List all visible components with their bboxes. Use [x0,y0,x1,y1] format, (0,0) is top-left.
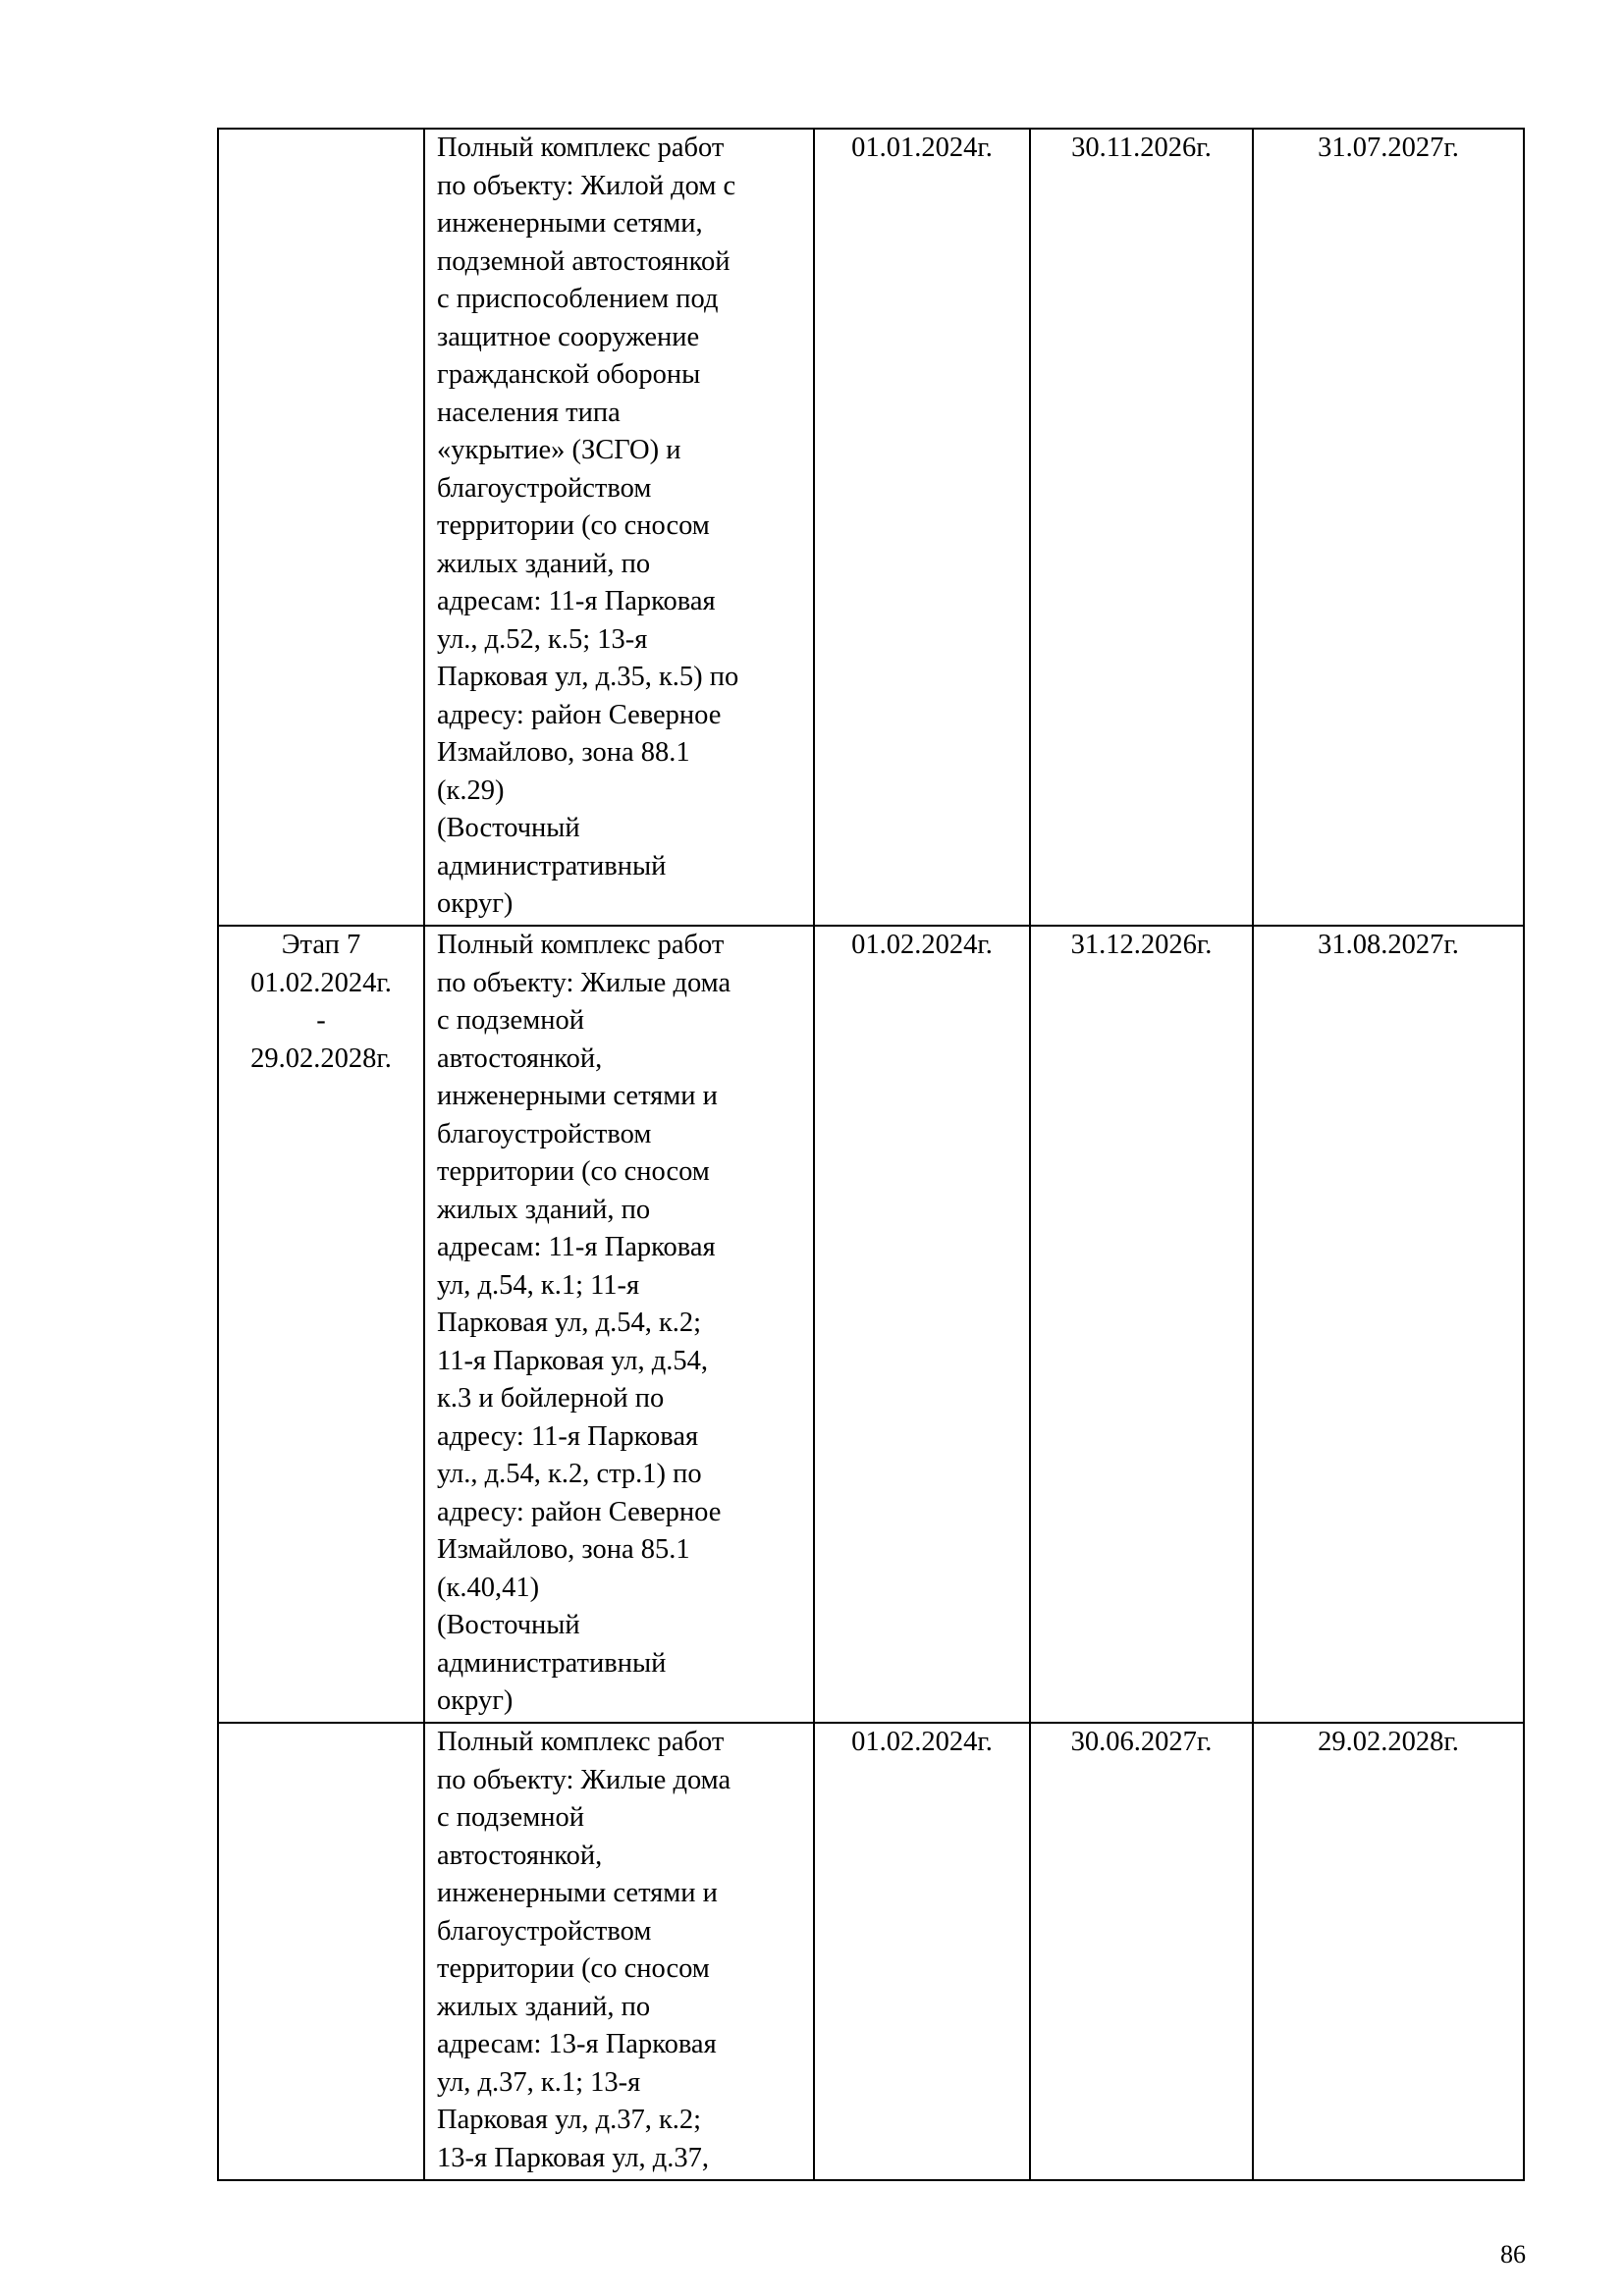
page-number: 86 [1500,2240,1526,2269]
start-date-cell: 01.02.2024г. [814,926,1030,1723]
description-cell: Полный комплекс работ по объекту: Жилые дома с подземной автостоянкой, инженерными сетями и благоустройством территории (со сносом жилых зданий, по адресам: 11-я Парковая ул, д.54, к.1; 11-я Парковая ул, д.54, к.2; 11-я Парковая ул, д.54, к.3 и бойлерной по адресу: 11-я Парковая ул., д.54, к.2, стр.1) по адресу: район Северное Измайлово, зона 85.1 (к.40,41) (Восточный административный округ) [424,926,814,1723]
stage-cell: Этап 7 01.02.2024г. - 29.02.2028г. [218,926,424,1723]
table-row [218,1723,1524,2180]
table-row [218,129,1524,926]
final-date-cell: 31.08.2027г. [1253,926,1524,1723]
end-date-cell: 30.06.2027г. [1030,1723,1253,2180]
start-date-cell: 01.02.2024г. [814,1723,1030,2180]
table-row [218,926,1524,1723]
final-date-cell: 31.07.2027г. [1253,129,1524,926]
description-cell: Полный комплекс работ по объекту: Жилой дом с инженерными сетями, подземной автостоянкой с приспособлением под защитное сооружение гражданской обороны населения типа «укрытие» (ЗСГО) и благоустройством территории (со сносом жилых зданий, по адресам: 11-я Парковая ул., д.52, к.5; 13-я Парковая ул, д.35, к.5) по адресу: район Северное Измайлово, зона 88.1 (к.29) (Восточный административный округ) [424,129,814,926]
stage-cell [218,129,424,926]
end-date-cell: 31.12.2026г. [1030,926,1253,1723]
description-cell: Полный комплекс работ по объекту: Жилые дома с подземной автостоянкой, инженерными сетями и благоустройством территории (со сносом жилых зданий, по адресам: 13-я Парковая ул, д.37, к.1; 13-я Парковая ул, д.37, к.2; 13-я Парковая ул, д.37, [424,1723,814,2180]
schedule-table [217,128,1525,2181]
end-date-cell: 30.11.2026г. [1030,129,1253,926]
start-date-cell: 01.01.2024г. [814,129,1030,926]
stage-cell [218,1723,424,2180]
final-date-cell: 29.02.2028г. [1253,1723,1524,2180]
